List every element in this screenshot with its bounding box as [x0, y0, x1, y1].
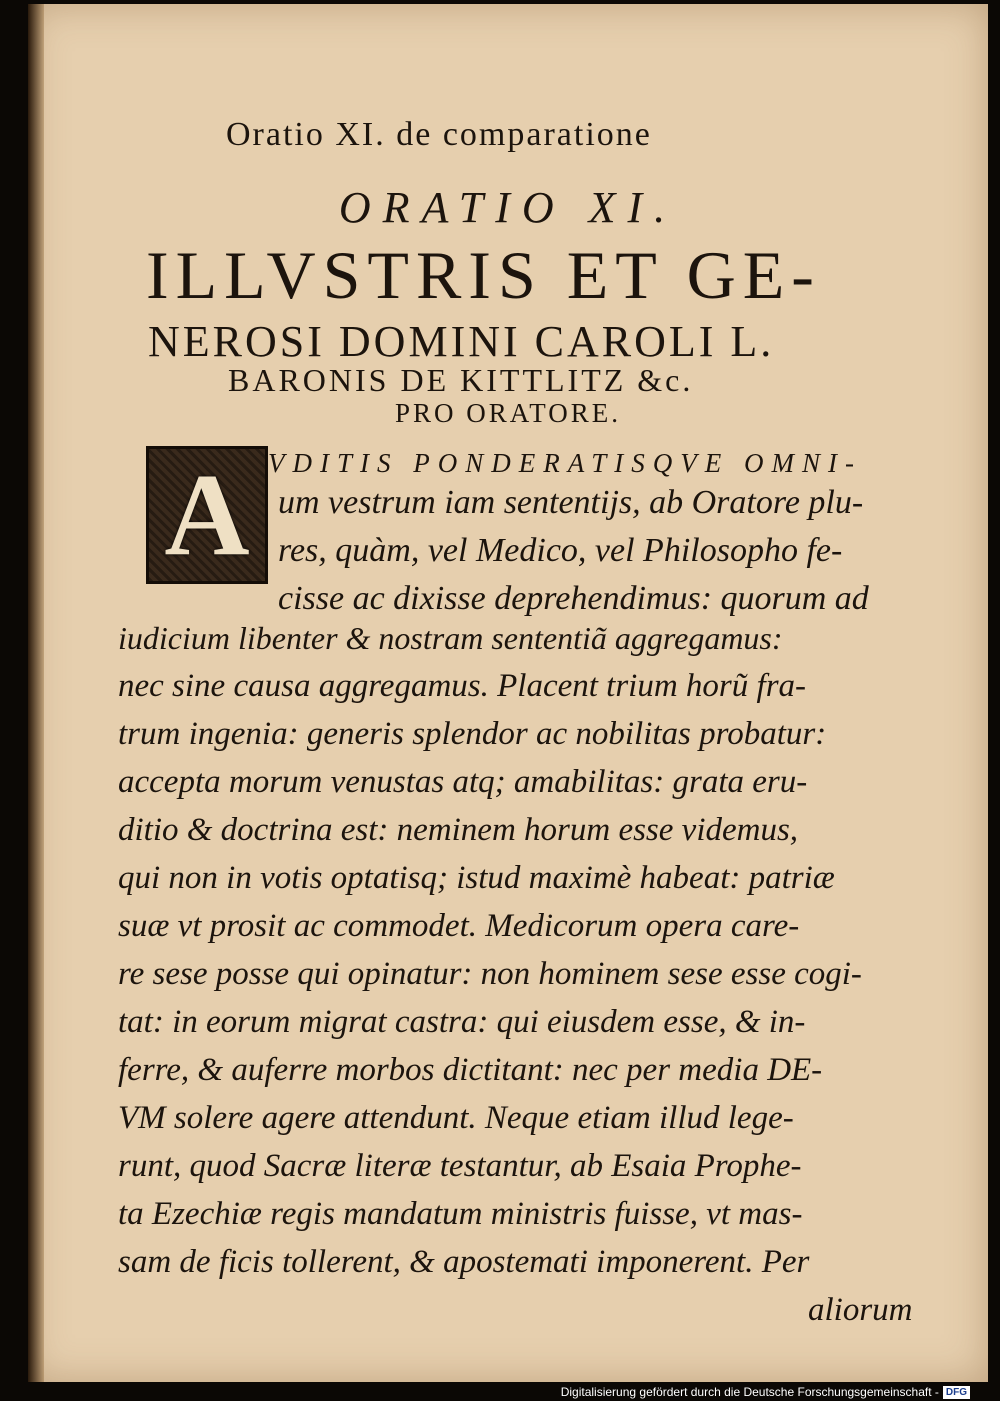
- text-line: trum ingenia: generis splendor ac nobilitas probatur:: [118, 716, 827, 752]
- footer-credit: [561, 1384, 970, 1400]
- catchword: aliorum: [808, 1292, 913, 1328]
- book-page: [28, 4, 988, 1382]
- text-line: sam de ficis tollerent, & apostemati imponerent. Per: [118, 1244, 810, 1280]
- initial-letter: A: [164, 449, 250, 580]
- text-line: nec sine causa aggregamus. Placent trium horũ fra-: [118, 668, 807, 704]
- text-line: iudicium libenter & nostram sententiã aggregamus:: [118, 620, 783, 656]
- text-line: re sese posse qui opinatur: non hominem sese esse cogi-: [118, 956, 862, 992]
- text-line: cisse ac dixisse deprehendimus: quorum ad: [278, 580, 869, 617]
- text-line: res, quàm, vel Medico, vel Philosopho fe-: [278, 532, 843, 569]
- text-line: runt, quod Sacræ literæ testantur, ab Esaia Prophe-: [118, 1148, 802, 1184]
- decorated-initial: [146, 446, 268, 584]
- text-line: VM solere agere attendunt. Neque etiam illud lege-: [118, 1100, 794, 1136]
- title-line-4: PRO ORATORE.: [394, 398, 622, 428]
- text-line: ferre, & auferre morbos dictitant: nec per media DE-: [118, 1052, 823, 1088]
- text-line: um vestrum iam sententijs, ab Oratore plu-: [278, 484, 864, 521]
- title-line-1: ILLVSTRIS ET GE-: [146, 237, 821, 313]
- title-line-2: NEROSI DOMINI CAROLI L.: [148, 317, 775, 366]
- dfg-logo: DFG: [943, 1386, 970, 1399]
- text-line: qui non in votis optatisq; istud maximè habeat: patriæ: [118, 860, 835, 896]
- title-line-3: BARONIS DE KITTLITZ &c.: [228, 362, 694, 398]
- first-text-line: VDITIS PONDERATISQVE OMNI-: [268, 448, 862, 478]
- text-line: ta Ezechiæ regis mandatum ministris fuisse, vt mas-: [118, 1196, 803, 1232]
- running-head: Oratio XI. de comparatione: [226, 116, 652, 153]
- text-line: suæ vt prosit ac commodet. Medicorum opera care-: [118, 908, 800, 944]
- text-line: ditio & doctrina est: neminem horum esse videmus,: [118, 812, 799, 848]
- text-line: accepta morum venustas atq; amabilitas: grata eru-: [118, 764, 808, 800]
- oration-number: ORATIO XI.: [338, 183, 678, 232]
- footer-text: Digitalisierung gefördert durch die Deutsche Forschungsgemeinschaft -: [560, 1385, 939, 1399]
- text-line: tat: in eorum migrat castra: qui eiusdem esse, & in-: [118, 1004, 806, 1040]
